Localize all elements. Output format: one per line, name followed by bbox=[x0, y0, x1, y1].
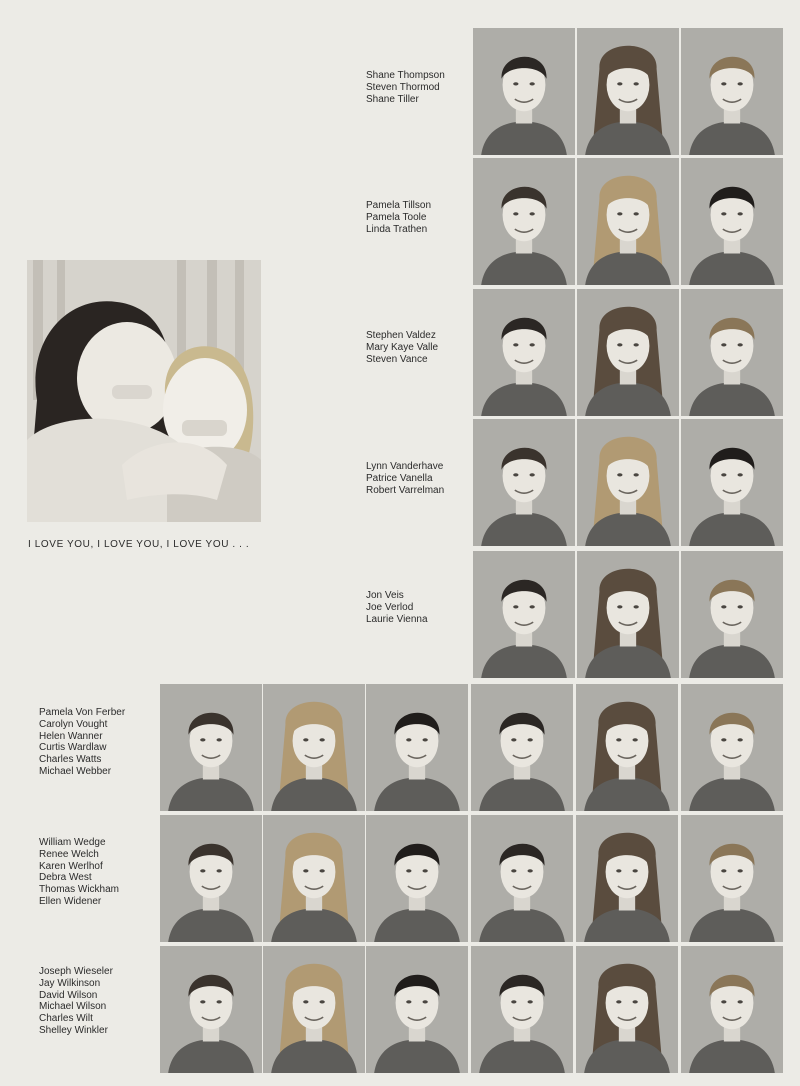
name-list-row-1 bbox=[366, 70, 445, 105]
student-name: David Wilson bbox=[39, 989, 98, 1001]
student-name: Steven Vance bbox=[366, 353, 428, 365]
student-portrait bbox=[681, 684, 783, 811]
student-name: Michael Webber bbox=[39, 765, 112, 777]
student-portrait bbox=[681, 289, 783, 416]
student-name: Michael Wilson bbox=[39, 1001, 107, 1013]
student-name: Pamela Toole bbox=[366, 211, 427, 223]
student-portrait bbox=[471, 684, 573, 811]
student-portrait bbox=[263, 684, 365, 811]
student-name: Ellen Widener bbox=[39, 895, 102, 907]
student-name: Linda Trathen bbox=[366, 223, 428, 235]
student-name: William Wedge bbox=[39, 837, 106, 848]
student-portrait bbox=[366, 815, 468, 942]
student-portrait bbox=[577, 28, 679, 155]
student-name: Shane Tiller bbox=[366, 93, 419, 105]
student-portrait bbox=[473, 289, 575, 416]
student-portrait bbox=[681, 158, 783, 285]
student-name: Laurie Vienna bbox=[366, 613, 428, 625]
student-portrait bbox=[471, 815, 573, 942]
candid-caption: I LOVE YOU, I LOVE YOU, I LOVE YOU . . . bbox=[28, 539, 250, 550]
student-name: Jon Veis bbox=[366, 590, 404, 601]
student-portrait bbox=[576, 684, 678, 811]
student-portrait bbox=[473, 158, 575, 285]
student-name: Helen Wanner bbox=[39, 730, 103, 742]
student-portrait bbox=[160, 815, 262, 942]
name-list-row-6 bbox=[39, 707, 125, 778]
student-name: Patrice Vanella bbox=[366, 472, 433, 484]
student-name: Shelley Winkler bbox=[39, 1024, 108, 1036]
student-name: Shane Thompson bbox=[366, 70, 445, 81]
student-name: Robert Varrelman bbox=[366, 484, 445, 496]
student-portrait bbox=[473, 419, 575, 546]
student-portrait bbox=[160, 946, 262, 1073]
student-portrait bbox=[681, 28, 783, 155]
student-portrait bbox=[473, 28, 575, 155]
student-name: Charles Watts bbox=[39, 754, 102, 766]
student-name: Charles Wilt bbox=[39, 1013, 93, 1025]
candid-photo bbox=[27, 260, 261, 522]
student-name: Steven Thormod bbox=[366, 81, 440, 93]
name-list-row-7 bbox=[39, 837, 119, 908]
student-name: Joseph Wieseler bbox=[39, 966, 113, 977]
student-name: Stephen Valdez bbox=[366, 330, 436, 341]
student-portrait bbox=[681, 815, 783, 942]
student-name: Joe Verlod bbox=[366, 601, 414, 613]
student-name: Jay Wilkinson bbox=[39, 977, 101, 989]
name-list-row-4 bbox=[366, 461, 444, 496]
student-portrait bbox=[576, 815, 678, 942]
student-name: Thomas Wickham bbox=[39, 884, 120, 896]
student-name: Mary Kaye Valle bbox=[366, 341, 439, 353]
student-name: Curtis Wardlaw bbox=[39, 742, 107, 754]
student-name: Carolyn Vought bbox=[39, 718, 108, 730]
student-portrait bbox=[577, 289, 679, 416]
student-name: Pamela Tillson bbox=[366, 200, 432, 211]
student-name: Karen Werlhof bbox=[39, 860, 103, 872]
student-portrait bbox=[160, 684, 262, 811]
student-portrait bbox=[471, 946, 573, 1073]
name-list-row-5 bbox=[366, 590, 428, 625]
name-list-row-8 bbox=[39, 966, 113, 1037]
student-name: Lynn Vanderhave bbox=[366, 461, 444, 472]
student-portrait bbox=[366, 684, 468, 811]
student-portrait bbox=[681, 946, 783, 1073]
student-portrait bbox=[577, 158, 679, 285]
student-portrait bbox=[263, 815, 365, 942]
name-list-row-3 bbox=[366, 330, 438, 365]
student-portrait bbox=[577, 551, 679, 678]
student-portrait bbox=[473, 551, 575, 678]
student-portrait bbox=[366, 946, 468, 1073]
student-name: Renee Welch bbox=[39, 848, 99, 860]
student-portrait bbox=[263, 946, 365, 1073]
name-list-row-2 bbox=[366, 200, 431, 235]
student-name: Debra West bbox=[39, 872, 92, 884]
student-portrait bbox=[576, 946, 678, 1073]
student-name: Pamela Von Ferber bbox=[39, 707, 126, 718]
student-portrait bbox=[681, 419, 783, 546]
student-portrait bbox=[681, 551, 783, 678]
student-portrait bbox=[577, 419, 679, 546]
